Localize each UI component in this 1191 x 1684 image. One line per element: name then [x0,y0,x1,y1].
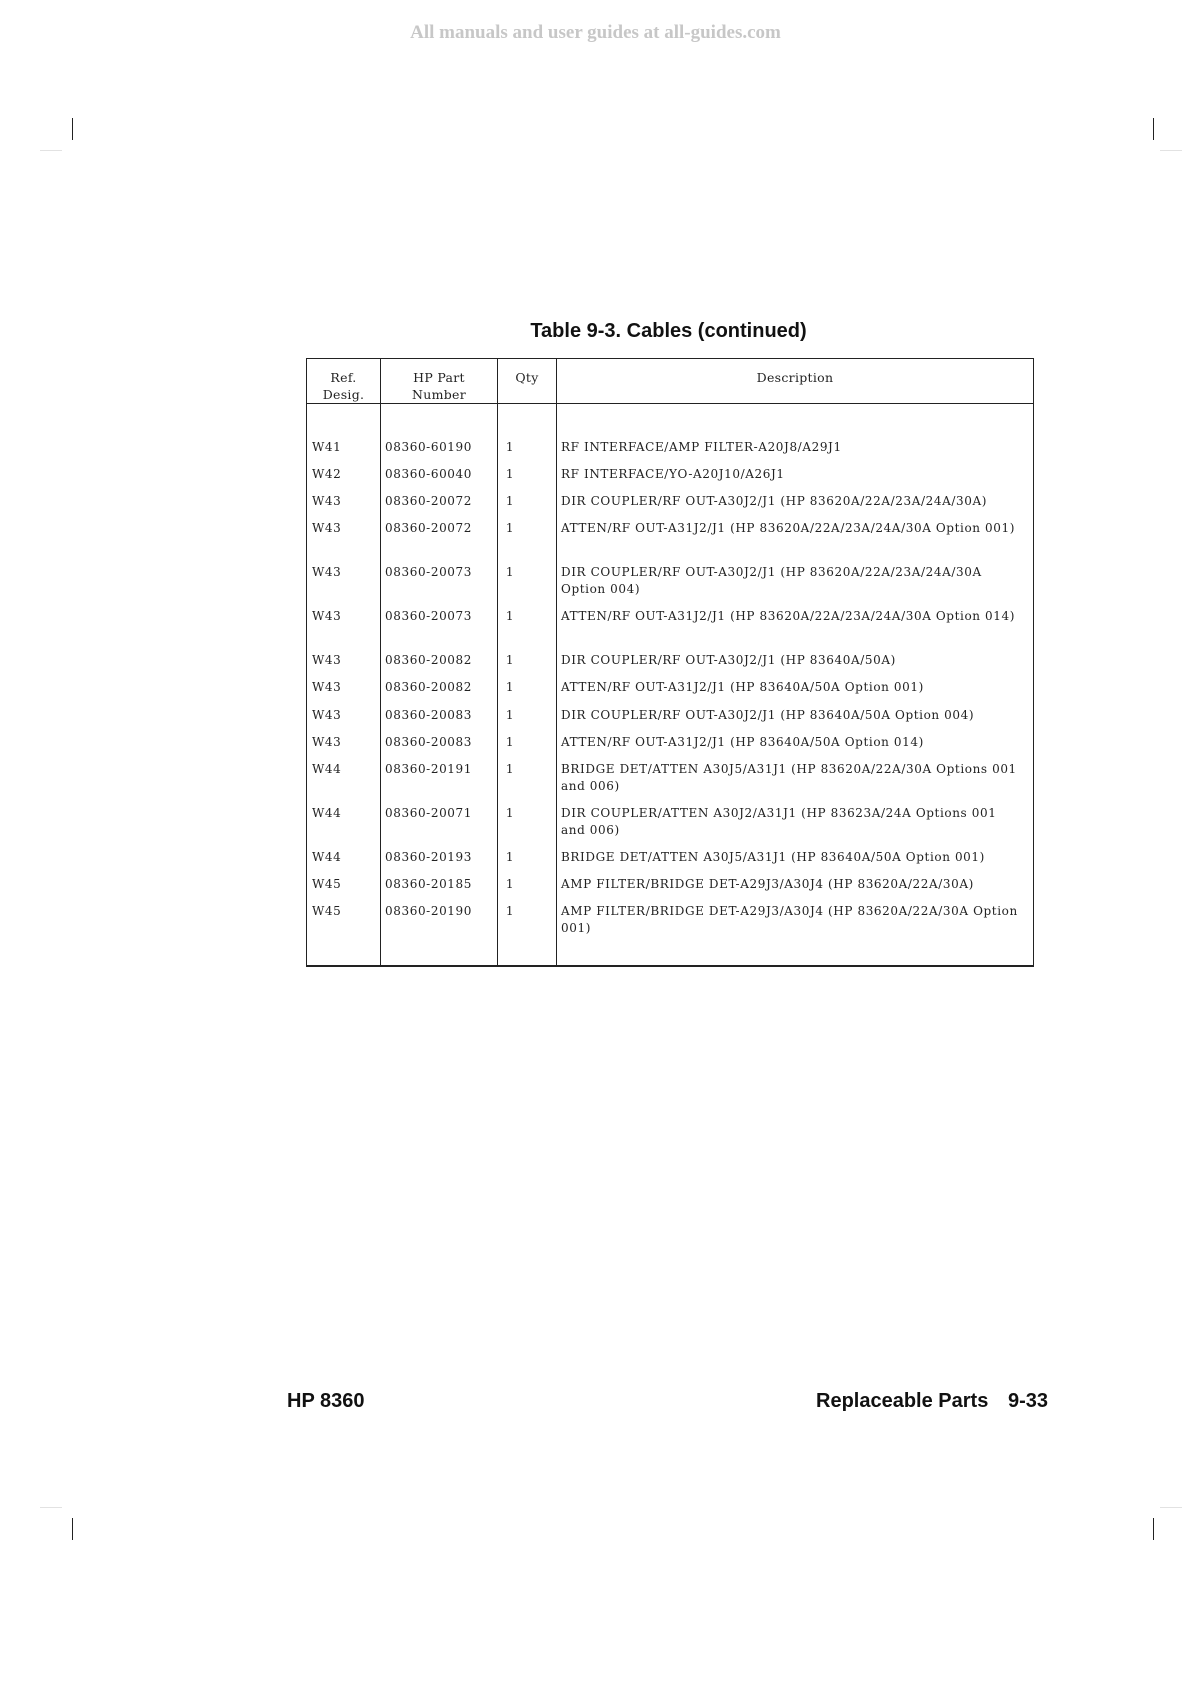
cell-qty: 1 [505,708,515,722]
cell-description: BRIDGE DET/ATTEN A30J5/A31J1 (HP 83640A/50A Option 001) [561,850,985,864]
cell-description: DIR COUPLER/ATTEN A30J2/A31J1 (HP 83623A/24A Options 001 and 006) [561,806,997,837]
cell-qty: 1 [505,806,515,820]
cell-part-number: 08360-20193 [385,850,473,864]
header-qty: Qty [515,370,539,385]
footer-section: Replaceable Parts [816,1390,989,1412]
cell-description: AMP FILTER/BRIDGE DET-A29J3/A30J4 (HP 83620A/22A/30A Option 001) [561,904,1018,935]
cell-part-number: 08360-20082 [385,653,473,667]
cell-part-number: 08360-20185 [385,877,473,891]
table-title: Table 9-3. Cables (continued) [530,320,807,342]
cell-description: ATTEN/RF OUT-A31J2/J1 (HP 83640A/50A Option 001) [561,680,924,694]
cell-qty: 1 [505,904,515,918]
cell-part-number: 08360-20072 [385,521,473,535]
header-part-number [381,369,497,403]
header-pn-line1: HP Part [413,370,465,385]
cell-part-number: 08360-20083 [385,708,473,722]
cell-qty: 1 [505,653,515,667]
header-ref-line1: Ref. [330,370,357,385]
crop-mark-bottom-right-h [1160,1507,1182,1508]
cell-qty: 1 [505,440,515,454]
cell-description: DIR COUPLER/RF OUT-A30J2/J1 (HP 83620A/22A/23A/24A/30A) [561,494,988,508]
cell-qty: 1 [505,735,515,749]
header-rule [307,403,1033,404]
crop-mark-bottom-right [1153,1518,1154,1540]
cell-qty: 1 [505,521,515,535]
cell-qty: 1 [505,762,515,776]
header-description: Description [756,370,834,385]
cell-description: DIR COUPLER/RF OUT-A30J2/J1 (HP 83620A/22A/23A/24A/30A Option 004) [561,565,982,596]
cell-part-number: 08360-20190 [385,904,473,918]
cell-part-number: 08360-20083 [385,735,473,749]
cell-description: RF INTERFACE/YO-A20J10/A26J1 [561,467,785,481]
crop-mark-top-left-h [40,150,62,151]
cell-ref-desig: W45 [312,904,342,918]
crop-mark-bottom-left-h [40,1507,62,1508]
header-ref-line2: Desig. [322,387,365,402]
cell-description: AMP FILTER/BRIDGE DET-A29J3/A30J4 (HP 83620A/22A/30A) [561,877,974,891]
header-pn-line2: Number [411,387,466,402]
cell-qty: 1 [505,565,515,579]
cell-part-number: 08360-20072 [385,494,473,508]
cell-description: ATTEN/RF OUT-A31J2/J1 (HP 83620A/22A/23A/24A/30A Option 001) [561,521,1016,535]
cell-part-number: 08360-20073 [385,565,473,579]
footer-page-number: 9-33 [1008,1390,1049,1412]
crop-mark-bottom-left [72,1518,73,1540]
cell-ref-desig: W44 [312,806,342,820]
cell-qty: 1 [505,467,515,481]
cell-qty: 1 [505,680,515,694]
cell-ref-desig: W43 [312,494,342,508]
cell-description: DIR COUPLER/RF OUT-A30J2/J1 (HP 83640A/50A) [561,653,896,667]
cell-description: RF INTERFACE/AMP FILTER-A20J8/A29J1 [561,440,842,454]
cell-ref-desig: W42 [312,467,342,481]
cell-description: DIR COUPLER/RF OUT-A30J2/J1 (HP 83640A/50A Option 004) [561,708,975,722]
cell-qty: 1 [505,877,515,891]
cell-ref-desig: W43 [312,708,342,722]
cell-part-number: 08360-60040 [385,467,473,481]
crop-mark-top-right-h [1160,150,1182,151]
crop-mark-top-left [72,118,73,140]
cell-part-number: 08360-20082 [385,680,473,694]
cell-qty: 1 [505,494,515,508]
column-divider [556,359,557,965]
cell-ref-desig: W45 [312,877,342,891]
cell-description: ATTEN/RF OUT-A31J2/J1 (HP 83620A/22A/23A/24A/30A Option 014) [561,609,1016,623]
header-ref-desig [307,369,380,403]
cell-qty: 1 [505,609,515,623]
cell-part-number: 08360-20191 [385,762,473,776]
cell-qty: 1 [505,850,515,864]
crop-mark-top-right [1153,118,1154,140]
cell-ref-desig: W43 [312,735,342,749]
cell-ref-desig: W41 [312,440,342,454]
footer-model: HP 8360 [287,1390,365,1412]
cell-part-number: 08360-20071 [385,806,473,820]
cell-ref-desig: W44 [312,762,342,776]
cell-ref-desig: W44 [312,850,342,864]
cell-ref-desig: W43 [312,565,342,579]
column-divider [380,359,381,965]
cell-ref-desig: W43 [312,653,342,667]
cell-part-number: 08360-60190 [385,440,473,454]
cell-description: ATTEN/RF OUT-A31J2/J1 (HP 83640A/50A Option 014) [561,735,924,749]
cell-description: BRIDGE DET/ATTEN A30J5/A31J1 (HP 83620A/22A/30A Options 001 and 006) [561,762,1017,793]
watermark: All manuals and user guides at all-guides.com [410,22,781,43]
cell-part-number: 08360-20073 [385,609,473,623]
cell-ref-desig: W43 [312,609,342,623]
parts-table [306,358,1034,967]
cell-ref-desig: W43 [312,521,342,535]
cell-ref-desig: W43 [312,680,342,694]
